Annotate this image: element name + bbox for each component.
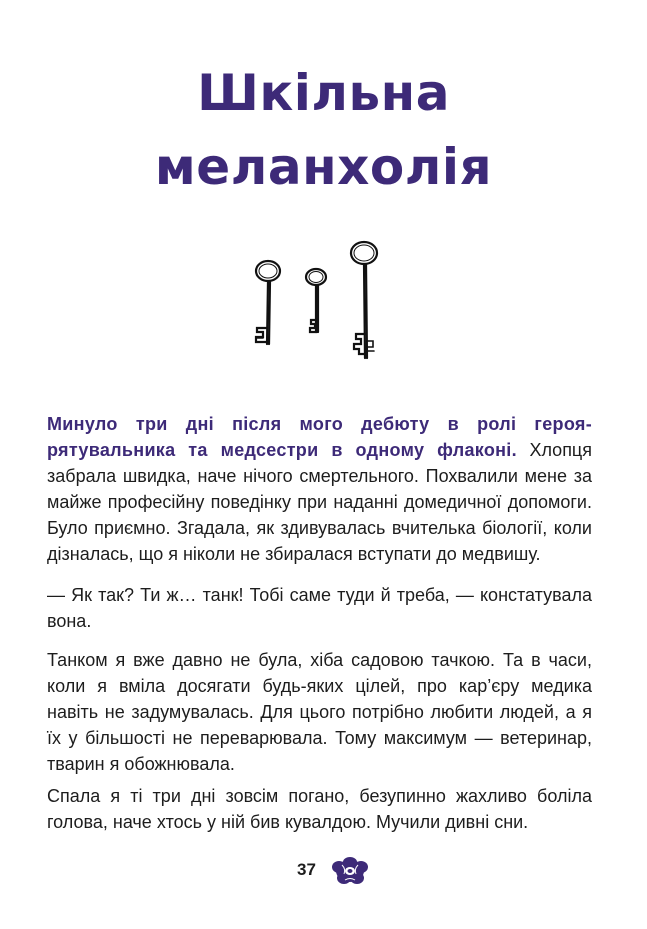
paragraph-text: Хлопця забрала швидка, наче нічого смертельного. Похвалили мене за майже професійну поведінку при наданні домедичної допомоги. Було приємно. Згадала, як здивувалась вчителька біології, коли дізналась, що я ніколи не збиралася вступати до медвишу. xyxy=(47,440,592,564)
chapter-title-line1: Шкільна xyxy=(197,64,450,122)
paragraph: Спала я ті три дні зовсім погано, безупинно жахливо боліла голова, наче хтось у ній бив кувалдою. Мучили дивні сни. xyxy=(47,786,592,832)
paragraph-lead: Минуло три дні після мого дебюту в ролі героя-рятувальника та медсестри в одному флаконі. xyxy=(47,414,592,460)
three-keys-icon xyxy=(236,236,396,366)
paragraph: — Як так? Ти ж… танк! Тобі саме туди й треба, — констатувала вона. xyxy=(47,585,592,631)
chapter-title-line2: меланхолія xyxy=(154,138,493,196)
paragraph xyxy=(47,411,592,567)
paragraph: Танком я вже давно не була, хіба садовою тачкою. Та в часи, коли я вміла досягати будь-яких цілей, про кар’єру медика навіть не задумувалась. Для цього потрібно любити людей, а я їх у більшості не переварювала. Тому максимум — ветеринар, тварин я обожнювала. xyxy=(47,650,592,774)
page-number: 37 xyxy=(297,860,316,879)
page-footer xyxy=(0,856,647,888)
purple-flower-icon xyxy=(330,856,370,886)
